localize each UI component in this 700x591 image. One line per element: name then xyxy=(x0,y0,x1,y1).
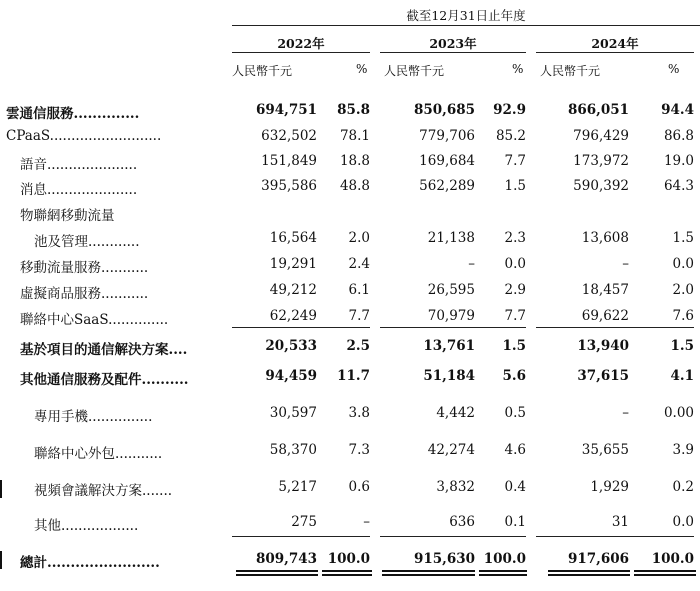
total-double-line xyxy=(236,574,318,576)
table-row xyxy=(0,204,700,226)
value-2022-pct: 78.1 xyxy=(339,128,370,144)
value-2022-pct: 7.7 xyxy=(348,308,370,324)
table-row xyxy=(0,256,700,278)
value-2023-pct: 92.9 xyxy=(493,102,526,118)
total-double-line xyxy=(479,570,527,572)
row-label: 移動流量服務........... xyxy=(20,260,149,276)
value-2023-amount: 779,706 xyxy=(419,128,475,144)
table-row xyxy=(0,442,700,464)
table-row-total xyxy=(0,551,700,581)
row-label: 虛擬商品服務........... xyxy=(20,286,149,302)
subtotal-line xyxy=(380,536,526,537)
subtotal-line xyxy=(536,327,694,328)
value-2023-pct: 1.5 xyxy=(502,338,526,354)
value-2024-amount: 173,972 xyxy=(573,153,629,169)
value-2023-pct: 0.0 xyxy=(504,256,526,272)
value-2024-pct: 0.0 xyxy=(672,514,694,530)
value-2022-pct: 85.8 xyxy=(337,102,370,118)
row-label: 基於項目的通信解決方案.... xyxy=(20,342,188,358)
table-row xyxy=(0,230,700,252)
value-2022-amount: 20,533 xyxy=(265,338,317,354)
value-2024-pct: 94.4 xyxy=(661,102,694,118)
total-double-line xyxy=(548,570,630,572)
total-double-line xyxy=(322,570,372,572)
pct-label-2024: % xyxy=(668,62,680,76)
value-2024-amount: 31 xyxy=(611,514,629,530)
row-label: 聯絡中心外包........... xyxy=(34,446,163,462)
value-2022-pct: 18.8 xyxy=(339,153,370,169)
value-2023-pct: 7.7 xyxy=(504,153,526,169)
year-2024-underline xyxy=(536,52,694,53)
total-double-line xyxy=(634,570,696,572)
value-2022-amount: 275 xyxy=(291,514,317,530)
value-2023-pct: 0.4 xyxy=(504,479,526,495)
value-2024-amount: 35,655 xyxy=(581,442,629,458)
value-2024-pct: 0.0 xyxy=(672,256,694,272)
value-2023-pct: 85.2 xyxy=(495,128,526,144)
total-double-line xyxy=(382,570,475,572)
value-2022-pct: 2.5 xyxy=(346,338,370,354)
value-2024-amount: 18,457 xyxy=(581,282,629,298)
value-2024-amount: 37,615 xyxy=(577,368,629,384)
value-2022-amount: 632,502 xyxy=(261,128,317,144)
value-2022-pct: 2.0 xyxy=(348,230,370,246)
table-row xyxy=(0,153,700,175)
value-2023-amount: 169,684 xyxy=(419,153,475,169)
row-label: 池及管理............ xyxy=(34,234,140,250)
value-2024-pct: 2.0 xyxy=(672,282,694,298)
value-2023-pct: 5.6 xyxy=(502,368,526,384)
value-2022-amount: 94,459 xyxy=(265,368,317,384)
value-2022-amount: 5,217 xyxy=(278,479,317,495)
value-2022-pct: 7.3 xyxy=(348,442,370,458)
value-2023-amount: 26,595 xyxy=(427,282,475,298)
row-label: 消息..................... xyxy=(20,182,138,198)
value-2022-amount: 16,564 xyxy=(269,230,317,246)
table-row xyxy=(0,282,700,304)
value-2023-amount: 915,630 xyxy=(413,551,475,567)
year-2023-header: 2023年 xyxy=(429,36,477,51)
row-label: 其他通信服務及配件.......... xyxy=(20,372,189,388)
value-2024-pct: 3.9 xyxy=(672,442,694,458)
value-2022-pct: 0.6 xyxy=(348,479,370,495)
pct-label-2022: % xyxy=(356,62,368,76)
table-row xyxy=(0,405,700,427)
row-label: 總計........................ xyxy=(20,555,160,571)
value-2024-pct: 1.5 xyxy=(672,230,694,246)
total-double-line xyxy=(548,574,630,576)
row-label: 雲通信服務.............. xyxy=(6,106,140,122)
row-label: 其他.................. xyxy=(34,518,139,534)
value-2024-amount: 590,392 xyxy=(573,178,629,194)
value-2023-amount: 70,979 xyxy=(427,308,475,324)
table-row xyxy=(0,102,700,124)
value-2022-amount: 809,743 xyxy=(255,551,317,567)
value-2023-amount: – xyxy=(468,256,475,272)
total-double-line xyxy=(322,574,372,576)
value-2023-pct: 0.5 xyxy=(504,405,526,421)
unit-label-2024: 人民幣千元 xyxy=(540,64,601,78)
table-row xyxy=(0,128,700,150)
subtotal-line xyxy=(232,536,370,537)
value-2022-amount: 151,849 xyxy=(261,153,317,169)
row-label: 專用手機............... xyxy=(34,409,153,425)
value-2024-pct: 86.8 xyxy=(663,128,694,144)
value-2024-amount: – xyxy=(622,256,629,272)
table-row xyxy=(0,338,700,360)
value-2023-pct: 1.5 xyxy=(504,178,526,194)
year-2022-header: 2022年 xyxy=(277,36,325,51)
total-double-line xyxy=(382,574,475,576)
value-2023-amount: 42,274 xyxy=(427,442,475,458)
period-underline xyxy=(232,25,700,26)
value-2024-pct: 0.2 xyxy=(672,479,694,495)
row-label: 聯絡中心SaaS.............. xyxy=(20,312,169,328)
value-2024-pct: 4.1 xyxy=(670,368,694,384)
value-2024-amount: 13,608 xyxy=(581,230,629,246)
table-row xyxy=(0,514,700,536)
value-2023-pct: 100.0 xyxy=(483,551,526,567)
pct-label-2023: % xyxy=(512,62,524,76)
value-2024-amount: – xyxy=(622,405,629,421)
subtotal-line xyxy=(232,327,370,328)
value-2022-amount: 19,291 xyxy=(269,256,317,272)
value-2022-pct: 6.1 xyxy=(348,282,370,298)
value-2024-amount: 796,429 xyxy=(573,128,629,144)
year-2024-header: 2024年 xyxy=(591,36,639,51)
value-2024-amount: 866,051 xyxy=(567,102,629,118)
value-2023-pct: 7.7 xyxy=(504,308,526,324)
table-row xyxy=(0,178,700,200)
value-2024-amount: 917,606 xyxy=(567,551,629,567)
row-label: 物聯網移動流量 xyxy=(20,208,115,224)
value-2022-pct: 100.0 xyxy=(327,551,370,567)
value-2024-pct: 100.0 xyxy=(651,551,694,567)
value-2022-amount: 30,597 xyxy=(269,405,317,421)
value-2023-amount: 4,442 xyxy=(436,405,475,421)
subtotal-line xyxy=(380,327,526,328)
period-header: 截至12月31日止年度 xyxy=(406,8,526,23)
value-2024-pct: 1.5 xyxy=(670,338,694,354)
value-2024-pct: 19.0 xyxy=(663,153,694,169)
row-label: 語音..................... xyxy=(20,157,138,173)
value-2023-amount: 850,685 xyxy=(413,102,475,118)
value-2023-amount: 21,138 xyxy=(427,230,475,246)
margin-marker xyxy=(0,551,2,569)
table-row xyxy=(0,308,700,330)
unit-label-2023: 人民幣千元 xyxy=(384,64,445,78)
row-label: 視頻會議解決方案....... xyxy=(34,483,173,499)
total-double-line xyxy=(236,570,318,572)
year-2023-underline xyxy=(380,52,526,53)
value-2022-pct: 11.7 xyxy=(337,368,370,384)
value-2023-amount: 13,761 xyxy=(423,338,475,354)
unit-label-2022: 人民幣千元 xyxy=(232,64,293,78)
value-2024-pct: 64.3 xyxy=(663,178,694,194)
value-2024-pct: 0.00 xyxy=(663,405,694,421)
value-2024-amount: 13,940 xyxy=(577,338,629,354)
value-2022-pct: 3.8 xyxy=(348,405,370,421)
value-2022-pct: – xyxy=(363,514,370,530)
value-2023-amount: 562,289 xyxy=(419,178,475,194)
value-2023-amount: 3,832 xyxy=(436,479,475,495)
value-2023-pct: 2.9 xyxy=(504,282,526,298)
margin-marker xyxy=(0,480,2,498)
value-2022-amount: 395,586 xyxy=(261,178,317,194)
value-2024-pct: 7.6 xyxy=(672,308,694,324)
value-2022-pct: 48.8 xyxy=(339,178,370,194)
value-2022-amount: 62,249 xyxy=(269,308,317,324)
value-2022-amount: 58,370 xyxy=(269,442,317,458)
value-2023-pct: 0.1 xyxy=(504,514,526,530)
value-2022-amount: 694,751 xyxy=(255,102,317,118)
total-double-line xyxy=(479,574,527,576)
value-2024-amount: 69,622 xyxy=(581,308,629,324)
year-2022-underline xyxy=(232,52,370,53)
subtotal-line xyxy=(536,536,694,537)
row-label: CPaaS.......................... xyxy=(6,128,162,144)
value-2023-amount: 51,184 xyxy=(423,368,475,384)
table-row xyxy=(0,368,700,390)
value-2023-pct: 2.3 xyxy=(504,230,526,246)
table-row xyxy=(0,479,700,501)
value-2022-pct: 2.4 xyxy=(348,256,370,272)
value-2023-pct: 4.6 xyxy=(504,442,526,458)
total-double-line xyxy=(634,574,696,576)
value-2022-amount: 49,212 xyxy=(269,282,317,298)
value-2023-amount: 636 xyxy=(449,514,475,530)
value-2024-amount: 1,929 xyxy=(590,479,629,495)
